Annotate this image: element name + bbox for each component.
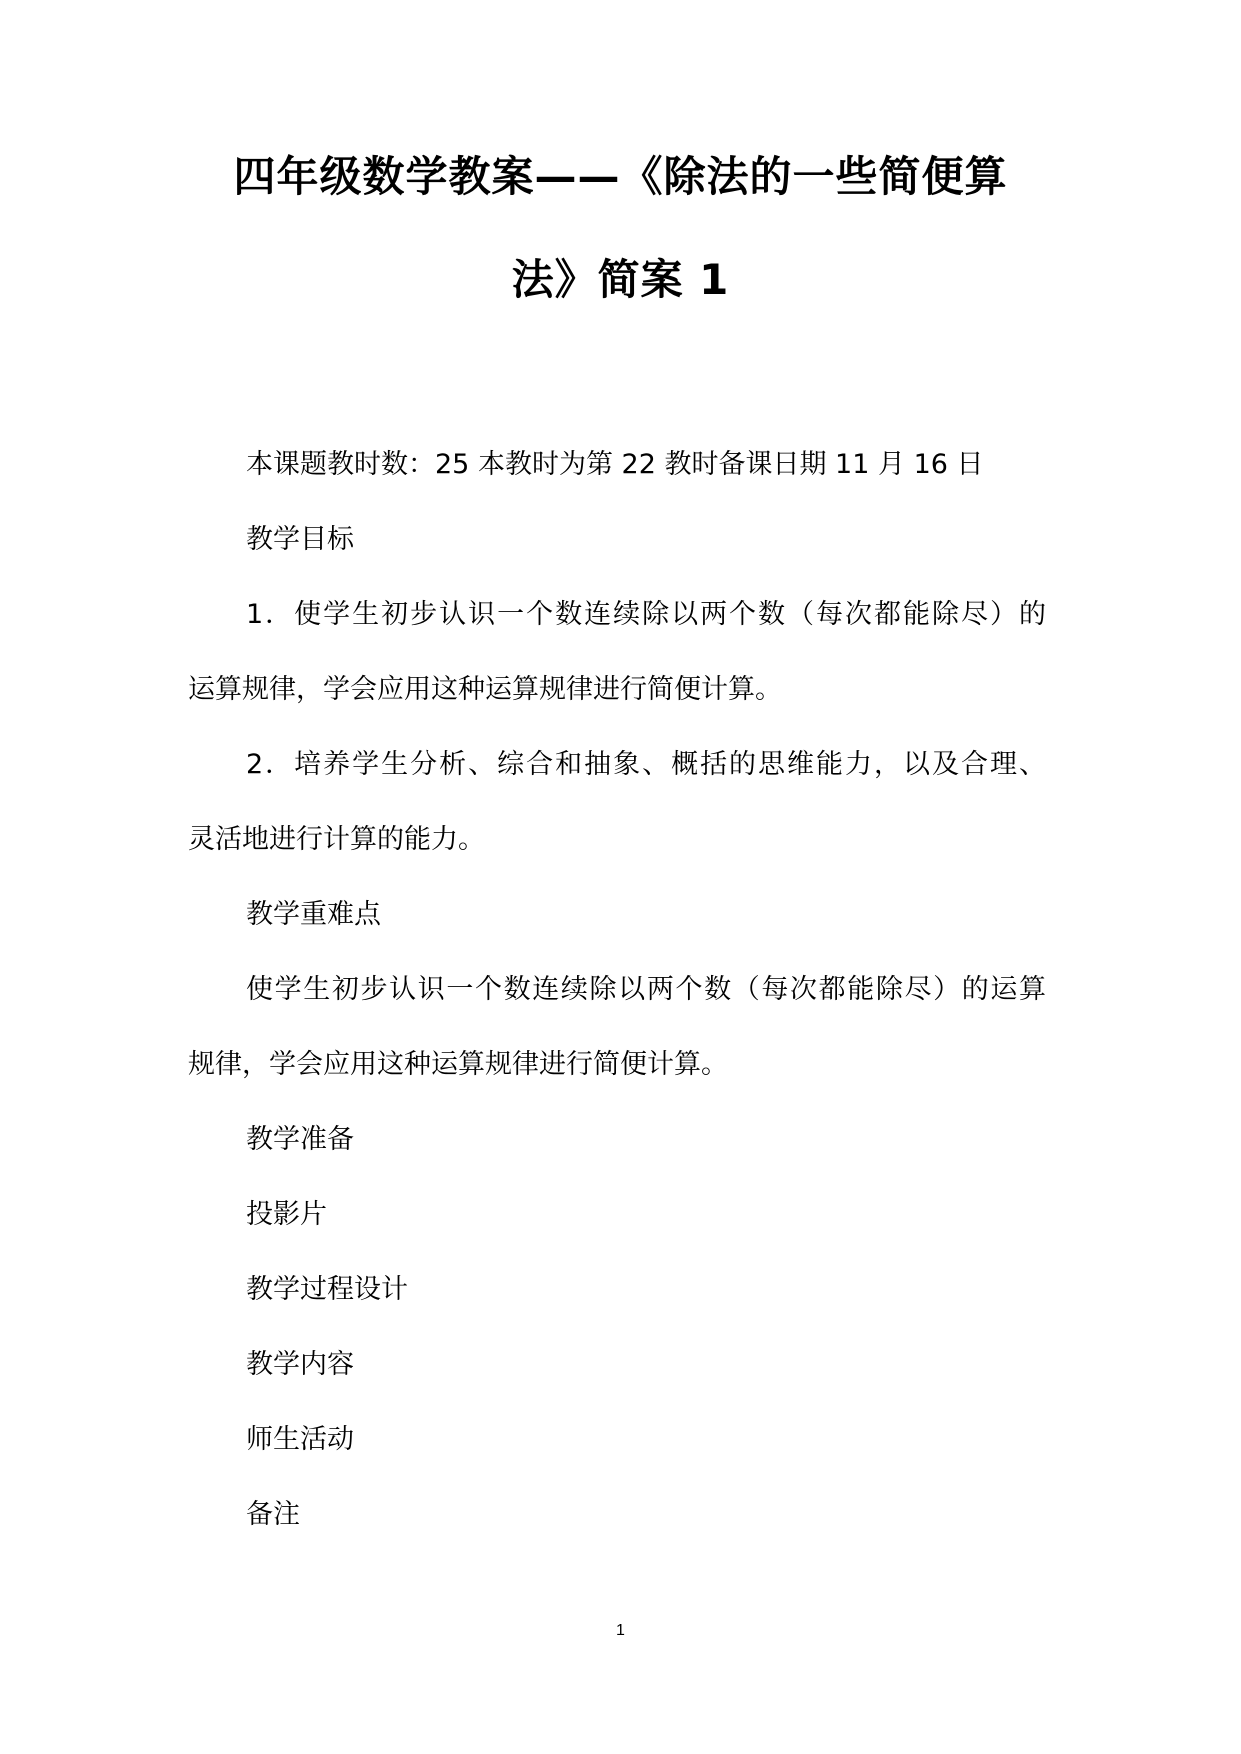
heading-preparation: 教学准备	[246, 1124, 354, 1155]
heading-key-points: 教学重难点	[246, 899, 381, 930]
heading-teaching-objectives: 教学目标	[246, 524, 354, 555]
key-points-line-2: 规律，学会应用这种运算规律进行简便计算。	[188, 1049, 728, 1080]
heading-process-design: 教学过程设计	[246, 1274, 408, 1305]
objective-1-line-2: 运算规律，学会应用这种运算规律进行简便计算。	[188, 674, 782, 705]
key-points-line-1: 使学生初步认识一个数连续除以两个数（每次都能除尽）的运算	[246, 974, 1046, 1005]
document-title-line-1: 四年级数学教案——《除法的一些简便算	[233, 152, 1008, 201]
objective-2-line-2: 灵活地进行计算的能力。	[188, 824, 485, 855]
preparation-item: 投影片	[246, 1199, 327, 1230]
page-number: 1	[616, 1622, 625, 1639]
heading-notes: 备注	[246, 1499, 300, 1530]
heading-activities: 师生活动	[246, 1424, 354, 1455]
lesson-info-line: 本课题教时数：25 本教时为第 22 教时备课日期 11 月 16 日	[246, 449, 984, 480]
objective-2-line-1: 2．培养学生分析、综合和抽象、概括的思维能力，以及合理、	[246, 749, 1046, 780]
heading-teaching-content: 教学内容	[246, 1349, 354, 1380]
objective-1-line-1: 1．使学生初步认识一个数连续除以两个数（每次都能除尽）的	[246, 599, 1046, 630]
document-title-line-2: 法》简案 1	[511, 255, 730, 304]
